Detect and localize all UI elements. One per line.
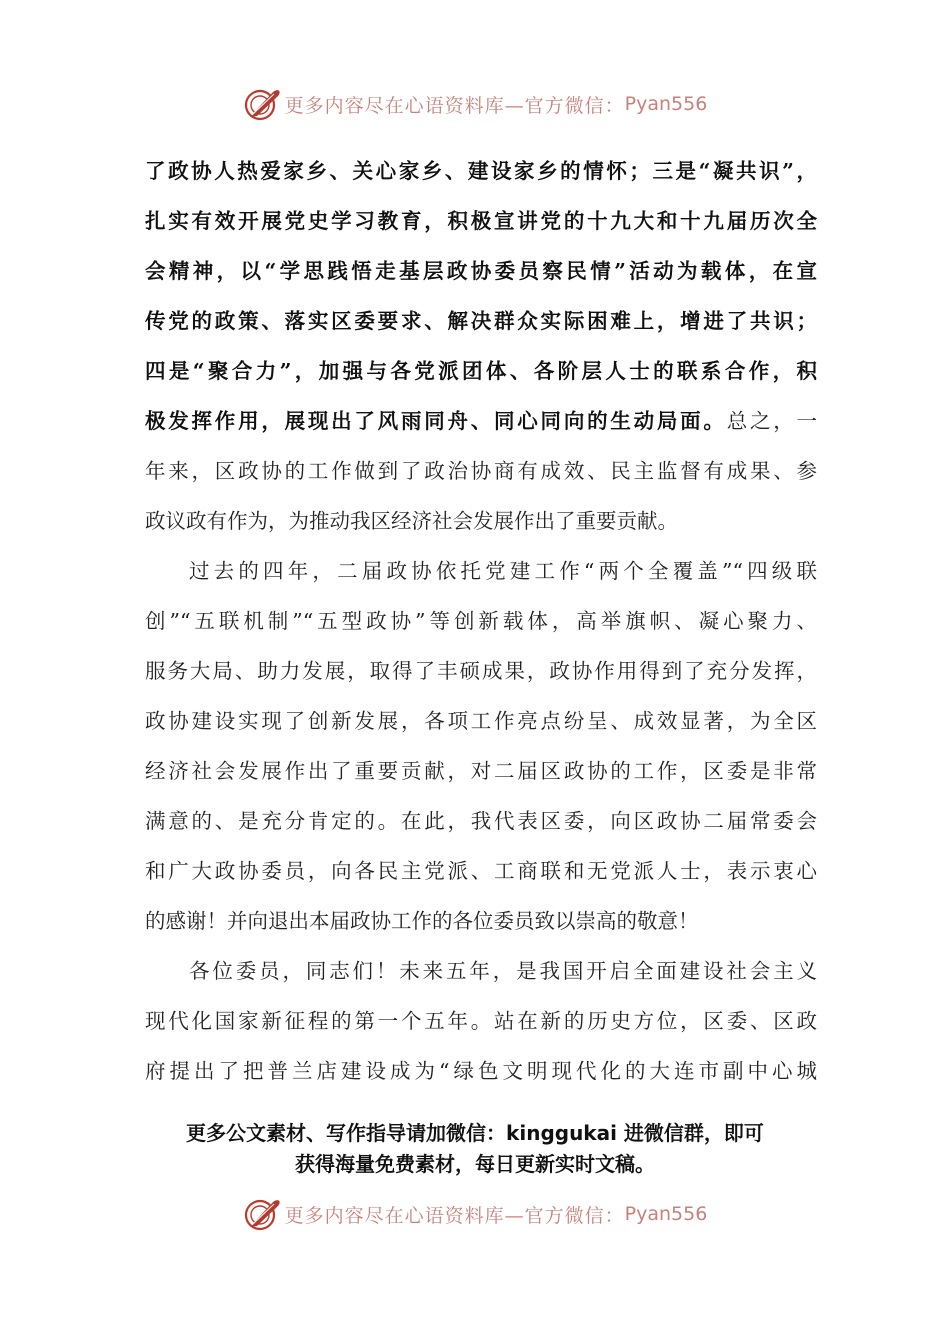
quill-logo-icon bbox=[243, 1194, 283, 1234]
watermark-text: 更多内容尽在心语资料库—官方微信： bbox=[284, 1204, 625, 1227]
paragraph-line bbox=[145, 246, 817, 296]
watermark-wechat-id: Pyan556 bbox=[624, 93, 708, 115]
paragraph-line bbox=[145, 1046, 817, 1096]
paragraph-line bbox=[145, 146, 817, 196]
body-text: 总之，一 bbox=[726, 409, 817, 433]
promo-notice-line-1: 更多公文素材、写作指导请加微信：kinggukai 进微信群，即可 bbox=[186, 1121, 764, 1145]
paragraph-line bbox=[145, 346, 817, 396]
body-text: 现代化国家新征程的第一个五年。站在新的历史方位，区委、区政 bbox=[145, 1009, 817, 1033]
paragraph-line bbox=[145, 596, 817, 646]
paragraph-line bbox=[145, 496, 817, 546]
paragraph-line bbox=[145, 946, 817, 996]
paragraph-line bbox=[145, 396, 817, 446]
body-text: 服务大局、助力发展，取得了丰硕成果，政协作用得到了充分发挥， bbox=[145, 659, 817, 683]
quill-logo-icon bbox=[243, 84, 283, 124]
body-text: 各位委员，同志们！未来五年，是我国开启全面建设社会主义 bbox=[189, 959, 817, 983]
watermark-header bbox=[0, 82, 950, 126]
paragraph-line bbox=[145, 996, 817, 1046]
watermark-text: 更多内容尽在心语资料库—官方微信： bbox=[284, 94, 625, 117]
bold-text: 了政协人热爱家乡、关心家乡、建设家乡的情怀；三是“凝共识”， bbox=[145, 159, 817, 183]
paragraph-line bbox=[145, 646, 817, 696]
bold-text: 扎实有效开展党史学习教育，积极宣讲党的十九大和十九届历次全 bbox=[145, 209, 817, 233]
body-text: 府提出了把普兰店建设成为“绿色文明现代化的大连市副中心城 bbox=[145, 1059, 817, 1083]
body-text: 政协建设实现了创新发展，各项工作亮点纷呈、成效显著，为全区 bbox=[145, 709, 817, 733]
paragraph-line bbox=[145, 896, 817, 946]
body-text: 政议政有作为，为推动我区经济社会发展作出了重要贡献。 bbox=[145, 509, 678, 533]
bold-text: 会精神，以“学思践悟走基层政协委员察民情”活动为载体，在宣 bbox=[145, 259, 817, 283]
body-text: 年来，区政协的工作做到了政治协商有成效、民主监督有成果、参 bbox=[145, 459, 817, 483]
body-text: 创”“五联机制”“五型政协”等创新载体，高举旗帜、凝心聚力、 bbox=[145, 609, 817, 633]
paragraph-line bbox=[145, 696, 817, 746]
paragraph-line bbox=[145, 796, 817, 846]
paragraph-line bbox=[145, 446, 817, 496]
watermark-wechat-id: Pyan556 bbox=[624, 1203, 708, 1225]
bold-text: 极发挥作用，展现出了风雨同舟、同心同向的生动局面。 bbox=[145, 409, 727, 433]
bold-text: 传党的政策、落实区委要求、解决群众实际困难上，增进了共识； bbox=[145, 309, 817, 333]
body-text: 满意的、是充分肯定的。在此，我代表区委，向区政协二届常委会 bbox=[145, 809, 817, 833]
paragraph-line bbox=[145, 846, 817, 896]
body-text: 和广大政协委员，向各民主党派、工商联和无党派人士，表示衷心 bbox=[145, 859, 817, 883]
paragraph-line bbox=[145, 746, 817, 796]
watermark-footer bbox=[0, 1192, 950, 1236]
paragraph-line bbox=[145, 196, 817, 246]
document-body bbox=[145, 146, 817, 1096]
bold-text: 四是“聚合力”，加强与各党派团体、各阶层人士的联系合作，积 bbox=[145, 359, 817, 383]
body-text: 经济社会发展作出了重要贡献，对二届区政协的工作，区委是非常 bbox=[145, 759, 817, 783]
paragraph-line bbox=[145, 546, 817, 596]
body-text: 过去的四年，二届政协依托党建工作“两个全覆盖”“四级联 bbox=[189, 559, 817, 583]
promo-notice-line-2: 获得海量免费素材，每日更新实时文稿。 bbox=[295, 1152, 655, 1176]
body-text: 的感谢！并向退出本届政协工作的各位委员致以崇高的敬意！ bbox=[145, 909, 699, 933]
paragraph-line bbox=[145, 296, 817, 346]
promo-notice bbox=[0, 1118, 950, 1180]
